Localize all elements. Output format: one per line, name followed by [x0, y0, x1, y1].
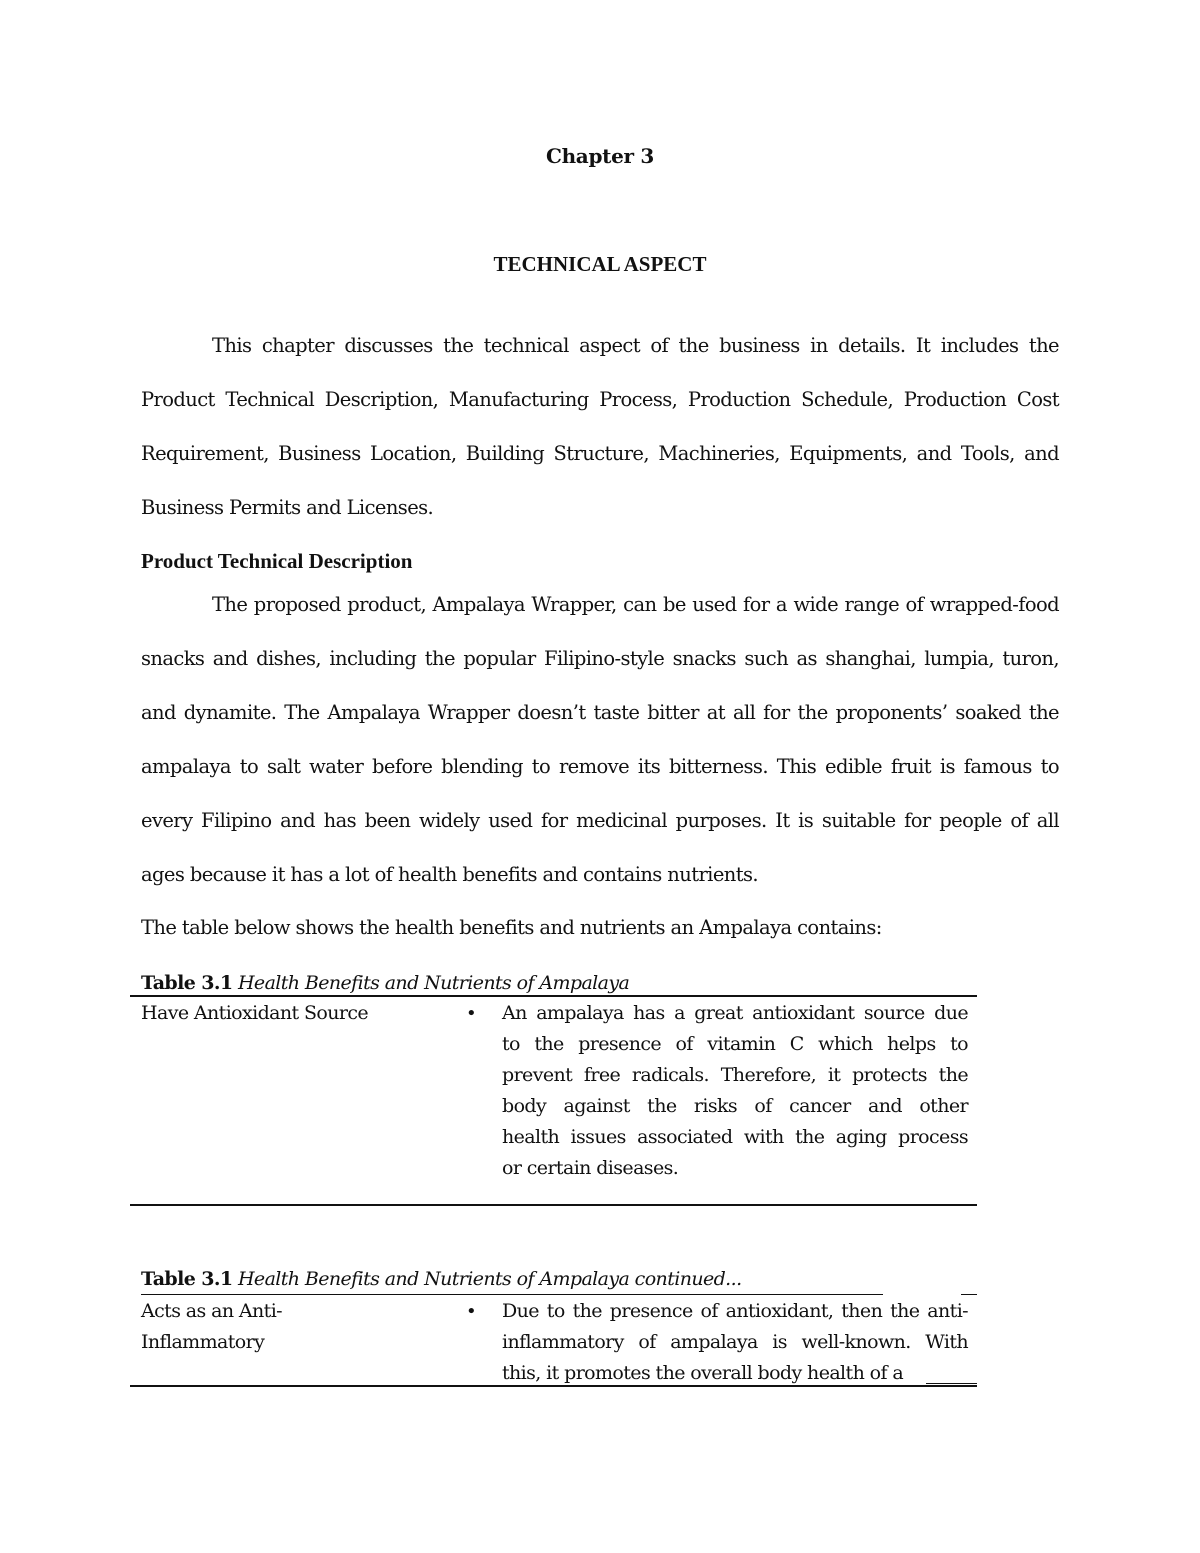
section-line: The proposed product, Ampalaya Wrapper, can be used for a wide range of wrapped-food: [212, 593, 1059, 616]
description-line: Due to the presence of antioxidant, then the anti-: [502, 1300, 968, 1322]
table-bottom-rule: [130, 1204, 977, 1206]
section-line: snacks and dishes, including the popular Filipino-style snacks such as shanghai, lumpia, turon,: [141, 647, 1059, 670]
table-caption-title: Health Benefits and Nutrients of Ampalaya: [237, 972, 630, 994]
intro-line: Business Permits and Licenses.: [141, 496, 434, 519]
table-bottom-rule: [130, 1385, 977, 1387]
caption-underline: [141, 1294, 883, 1295]
caption-underline-end: [961, 1294, 977, 1295]
section-heading: Product Technical Description: [141, 549, 413, 573]
table-caption: [141, 1268, 742, 1290]
description-line: health issues associated with the aging process: [502, 1126, 968, 1148]
description-line: to the presence of vitamin C which helps to: [502, 1033, 968, 1055]
benefit-line: Inflammatory: [141, 1331, 265, 1353]
bullet-icon: •: [466, 1301, 477, 1322]
section-line: ampalaya to salt water before blending to remove its bitterness. This edible fruit is famous to: [141, 755, 1059, 778]
table-top-rule: [130, 995, 977, 997]
section-line: ages because it has a lot of health benefits and contains nutrients.: [141, 863, 758, 886]
table-intro: The table below shows the health benefits and nutrients an Ampalaya contains:: [141, 916, 882, 939]
description-line: or certain diseases.: [502, 1157, 679, 1179]
table-caption-number: Table 3.1: [141, 972, 233, 994]
benefit-cell: Have Antioxidant Source: [141, 1002, 369, 1024]
chapter-title: TECHNICAL ASPECT: [493, 252, 707, 276]
intro-line: This chapter discusses the technical aspect of the business in details. It includes the: [212, 334, 1059, 357]
benefit-line: Acts as an Anti-: [141, 1300, 282, 1322]
description-line: inflammatory of ampalaya is well-known. With: [502, 1331, 968, 1353]
chapter-label: Chapter 3: [545, 144, 655, 168]
bullet-icon: •: [466, 1003, 477, 1024]
table-caption-title: Health Benefits and Nutrients of Ampalaya continued...: [237, 1268, 742, 1290]
section-line: and dynamite. The Ampalaya Wrapper doesn’t taste bitter at all for the proponents’ soaked the: [141, 701, 1059, 724]
intro-line: Requirement, Business Location, Building Structure, Machineries, Equipments, and Tools, and: [141, 442, 1059, 465]
description-cell: [502, 1296, 968, 1389]
description-line: prevent free radicals. Therefore, it protects the: [502, 1064, 968, 1086]
description-line: this, it promotes the overall body health of a: [502, 1362, 904, 1384]
table-caption: [141, 972, 629, 994]
table-caption-number: Table 3.1: [141, 1268, 233, 1290]
description-cell: [502, 998, 968, 1184]
description-line: body against the risks of cancer and other: [502, 1095, 968, 1117]
row-underline: [926, 1383, 977, 1384]
section-line: every Filipino and has been widely used for medicinal purposes. It is suitable for people of all: [141, 809, 1059, 832]
description-line: An ampalaya has a great antioxidant source due: [502, 1002, 968, 1024]
benefit-cell: [141, 1296, 461, 1358]
intro-line: Product Technical Description, Manufacturing Process, Production Schedule, Production Cost: [141, 388, 1059, 411]
